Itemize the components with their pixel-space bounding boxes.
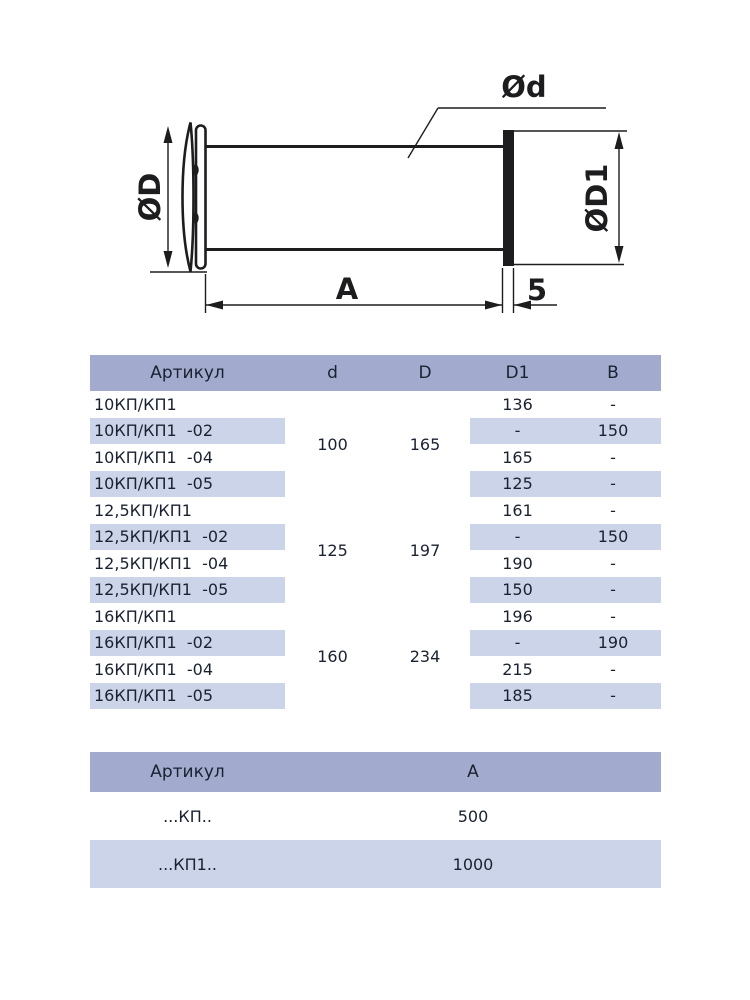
clip-icon <box>192 165 198 176</box>
cell-B: - <box>610 447 616 467</box>
cell-B: - <box>610 394 616 414</box>
arrow-down-icon <box>615 246 624 263</box>
dimensions-table <box>90 355 661 709</box>
cell-B: 150 <box>565 418 661 445</box>
cell-D1: 150 <box>470 577 565 604</box>
table-row-article: 16КП/КП1 -04 <box>94 659 214 679</box>
cell-D1: 125 <box>470 471 565 498</box>
group-d-value: 160 <box>317 646 348 666</box>
technical-drawing <box>0 0 750 340</box>
table-row-article: 12,5КП/КП1 -04 <box>94 553 229 573</box>
column-header-d: d <box>285 355 380 391</box>
dim-label-d: Ød <box>501 70 547 104</box>
cell-B: - <box>610 553 616 573</box>
column-header-article: Артикул <box>90 355 285 391</box>
cell-B: - <box>565 683 661 710</box>
table-row-article: 12,5КП/КП1 -05 <box>90 577 285 604</box>
cell-D1: - <box>470 524 565 551</box>
cell-B: 150 <box>565 524 661 551</box>
length-table <box>90 752 661 888</box>
column-header-article: Артикул <box>90 752 285 792</box>
cell-B: - <box>610 659 616 679</box>
column-header-B: B <box>565 355 661 391</box>
table-row-article: ...КП.. <box>163 806 212 826</box>
cell-D1: 190 <box>502 553 533 573</box>
table-row-article: 10КП/КП1 -02 <box>90 418 285 445</box>
cell-B: - <box>565 471 661 498</box>
cell-D1: 165 <box>502 447 533 467</box>
group-d-value: 125 <box>317 540 348 560</box>
cell-B: - <box>610 500 616 520</box>
table-row-article: ...КП1.. <box>90 840 285 888</box>
arrow-up-icon <box>615 132 624 149</box>
cell-D1: - <box>470 418 565 445</box>
wall-ring <box>503 130 514 266</box>
column-header-D1: D1 <box>470 355 565 391</box>
table-row-article: 12,5КП/КП1 <box>94 500 192 520</box>
dimension-A <box>206 268 514 313</box>
table-row-article: 10КП/КП1 -05 <box>90 471 285 498</box>
column-header-D: D <box>380 355 470 391</box>
group-d-value: 100 <box>317 434 348 454</box>
arrow-left-icon <box>206 301 223 310</box>
group-D-value: 234 <box>409 646 441 666</box>
table-row-article: 10КП/КП1 <box>94 394 177 414</box>
table-row-article: 16КП/КП1 <box>94 606 177 626</box>
dimension-D1 <box>580 132 624 263</box>
cell-D1: 161 <box>502 500 533 520</box>
cell-D1: 196 <box>502 606 533 626</box>
dim-label-D: ØD <box>133 172 167 222</box>
cell-D1: 215 <box>502 659 533 679</box>
grille-flange <box>183 123 206 272</box>
cell-B: - <box>610 606 616 626</box>
arrow-down-icon <box>164 251 173 268</box>
cell-A: 1000 <box>285 840 661 888</box>
arrow-right-icon <box>485 301 502 310</box>
table-row-article: 12,5КП/КП1 -02 <box>90 524 285 551</box>
table-row-article: 10КП/КП1 -04 <box>94 447 214 467</box>
dim-label-5: 5 <box>526 273 548 307</box>
dimension-5 <box>514 273 557 310</box>
column-header-A: A <box>285 752 661 792</box>
cell-D1: 185 <box>470 683 565 710</box>
arrow-up-icon <box>164 126 173 143</box>
table-row-article: 16КП/КП1 -05 <box>90 683 285 710</box>
cell-B: - <box>565 577 661 604</box>
cell-B: 190 <box>565 630 661 657</box>
dim-label-A: A <box>335 272 359 306</box>
table-row-article: 16КП/КП1 -02 <box>90 630 285 657</box>
dim-label-D1: ØD1 <box>580 163 614 233</box>
cell-A: 500 <box>457 806 489 826</box>
cell-D1: 136 <box>502 394 533 414</box>
clip-icon <box>192 213 198 224</box>
cell-D1: - <box>470 630 565 657</box>
group-D-value: 165 <box>409 434 441 454</box>
group-D-value: 197 <box>409 540 441 560</box>
